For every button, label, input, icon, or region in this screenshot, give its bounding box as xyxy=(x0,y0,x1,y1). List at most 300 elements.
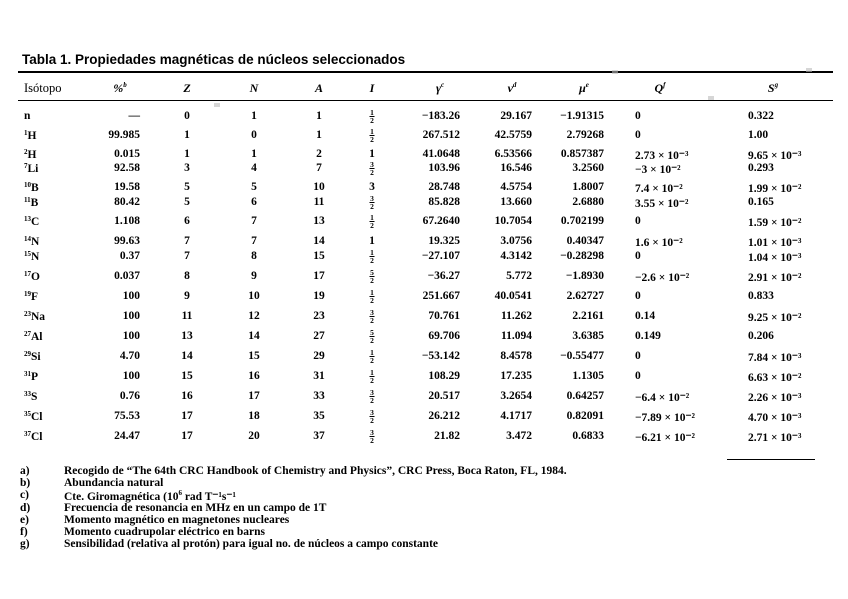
isotope-cell xyxy=(24,350,41,363)
column-header xyxy=(654,81,665,96)
s-cell: 4.70 × 10⁻³ xyxy=(748,412,802,424)
spin-fraction xyxy=(370,349,375,364)
isotope-cell xyxy=(24,250,39,263)
q-cell: 0.149 xyxy=(635,330,661,342)
isotope-mass: 33 xyxy=(24,390,31,398)
column-header-label: % xyxy=(113,81,124,95)
q-cell: 2.73 × 10⁻³ xyxy=(635,150,689,162)
n-cell: 7 xyxy=(251,215,257,227)
column-header-footnote: c xyxy=(440,81,445,89)
mu-cell: 0.6833 xyxy=(572,430,604,442)
n-cell: 7 xyxy=(251,235,257,247)
pct-cell: 0.76 xyxy=(119,390,140,402)
gamma-cell: 108.29 xyxy=(428,370,460,382)
s-cell: 0.165 xyxy=(748,196,774,208)
mu-cell: 3.6385 xyxy=(572,330,604,342)
a-cell: 33 xyxy=(313,390,325,402)
spin-fraction xyxy=(370,269,375,284)
isotope-symbol: Si xyxy=(31,351,41,363)
mu-cell: 2.79268 xyxy=(566,129,604,141)
s-cell: 2.26 × 10⁻³ xyxy=(748,392,802,404)
column-header-label: v xyxy=(507,81,513,95)
s-cell: 2.71 × 10⁻³ xyxy=(748,432,802,444)
isotope-symbol: Na xyxy=(31,311,46,323)
gamma-cell: 26.212 xyxy=(428,410,460,422)
a-cell: 19 xyxy=(313,290,325,302)
spin-denominator: 2 xyxy=(370,396,374,405)
isotope-symbol: N xyxy=(31,236,40,248)
spin-denominator: 2 xyxy=(370,221,374,230)
footnote-text: Momento cuadrupolar eléctrico en barns xyxy=(64,525,266,538)
a-cell: 15 xyxy=(313,250,325,262)
column-header xyxy=(436,81,444,96)
isotope-symbol: H xyxy=(27,149,37,161)
v-cell: 4.3142 xyxy=(500,250,532,262)
z-cell: 17 xyxy=(181,410,193,422)
mu-cell: 1.8007 xyxy=(572,181,604,193)
v-cell: 11.094 xyxy=(501,330,532,342)
mu-cell: 2.2161 xyxy=(572,310,604,322)
gamma-cell: 251.667 xyxy=(422,290,460,302)
isotope-symbol: Cl xyxy=(31,431,43,443)
pct-cell: 92.58 xyxy=(114,162,140,174)
v-cell: 17.235 xyxy=(500,370,532,382)
spin-denominator: 2 xyxy=(370,336,374,345)
isotope-cell xyxy=(24,129,36,142)
spin-fraction xyxy=(370,109,375,124)
s-cell: 9.65 × 10⁻³ xyxy=(748,150,802,162)
mu-cell: 0.857387 xyxy=(560,148,604,160)
n-cell: 1 xyxy=(251,148,257,160)
spin-fraction xyxy=(370,195,375,210)
isotope-symbol: N xyxy=(31,251,40,263)
pct-cell: 99.985 xyxy=(108,129,140,141)
z-cell: 6 xyxy=(184,215,190,227)
spin-denominator: 2 xyxy=(370,376,374,385)
spin-fraction xyxy=(370,128,375,143)
isotope-mass: 29 xyxy=(24,350,31,358)
isotope-symbol: B xyxy=(31,182,39,194)
z-cell: 1 xyxy=(184,148,190,160)
gamma-cell: 67.2640 xyxy=(422,215,460,227)
isotope-cell xyxy=(24,270,40,283)
spin-numerator: 3 xyxy=(370,408,374,417)
q-cell: 0 xyxy=(635,110,641,122)
isotope-mass: 15 xyxy=(24,250,31,258)
footnote-key: b) xyxy=(20,477,31,490)
n-cell: 17 xyxy=(248,390,260,402)
isotope-mass: 35 xyxy=(24,410,31,418)
spin-fraction xyxy=(370,161,375,176)
mu-cell: 1.1305 xyxy=(572,370,604,382)
v-cell: 3.2654 xyxy=(500,390,532,402)
scan-speck xyxy=(806,68,812,72)
column-header xyxy=(183,81,190,96)
n-cell: 15 xyxy=(248,350,260,362)
v-cell: 8.4578 xyxy=(500,350,532,362)
q-cell: 0 xyxy=(635,370,641,382)
column-header xyxy=(250,81,259,96)
q-cell: 0 xyxy=(635,350,641,362)
footnote-text: Cte. Giromagnética ($10^6$ rad T⁻¹s⁻¹ xyxy=(64,489,236,504)
mu-cell: 2.6880 xyxy=(572,196,604,208)
spin-fraction xyxy=(370,309,375,324)
spin-numerator: 1 xyxy=(370,368,374,377)
n-cell: 4 xyxy=(251,162,257,174)
s-cell: 0.833 xyxy=(748,290,774,302)
v-cell: 10.7054 xyxy=(494,215,532,227)
z-cell: 15 xyxy=(181,370,193,382)
column-header-footnote: e xyxy=(585,81,589,89)
q-cell: 0 xyxy=(635,250,641,262)
isotope-cell xyxy=(24,235,39,248)
z-cell: 5 xyxy=(184,196,190,208)
column-header xyxy=(508,81,517,96)
z-cell: 1 xyxy=(184,129,190,141)
isotope-mass: 2 xyxy=(24,148,28,156)
column-header xyxy=(579,81,589,96)
n-cell: 9 xyxy=(251,270,257,282)
z-cell: 7 xyxy=(184,235,190,247)
column-header-footnote: b xyxy=(123,81,127,89)
column-header-label: Isótopo xyxy=(24,81,62,95)
spin-cell: 3 xyxy=(369,181,375,193)
spin-denominator: 2 xyxy=(370,436,374,445)
spin-numerator: 1 xyxy=(370,248,374,257)
spin-fraction xyxy=(370,389,375,404)
isotope-symbol: n xyxy=(24,110,31,122)
v-cell: 6.53566 xyxy=(494,148,532,160)
spin-denominator: 2 xyxy=(370,296,374,305)
gamma-cell: 267.512 xyxy=(422,129,460,141)
isotope-cell xyxy=(24,390,37,403)
v-cell: 42.5759 xyxy=(494,129,532,141)
isotope-symbol: F xyxy=(31,291,39,303)
q-cell: −6.4 × 10⁻² xyxy=(635,392,690,404)
footnote-text: Sensibilidad (relativa al protón) para igual no. de núcleos a campo constante xyxy=(64,538,438,551)
spin-denominator: 2 xyxy=(370,116,374,125)
n-cell: 0 xyxy=(251,129,257,141)
spin-numerator: 5 xyxy=(370,268,374,277)
column-header-footnote: f xyxy=(663,81,666,89)
isotope-mass: 27 xyxy=(24,330,31,338)
footnote-text: Recogido de “The 64th CRC Handbook of Chemistry and Physics”, CRC Press, Boca Raton, FL, 1984. xyxy=(64,465,567,477)
gamma-cell: 28.748 xyxy=(428,181,460,193)
column-header xyxy=(315,81,323,96)
mu-cell: 0.702199 xyxy=(560,215,604,227)
spin-fraction xyxy=(370,409,375,424)
z-cell: 9 xyxy=(184,290,190,302)
mu-cell: 0.40347 xyxy=(566,235,604,247)
spin-numerator: 3 xyxy=(370,194,374,203)
spin-fraction xyxy=(370,249,375,264)
s-cell: 0.206 xyxy=(748,330,774,342)
isotope-symbol: Al xyxy=(31,331,43,343)
z-cell: 16 xyxy=(181,390,193,402)
n-cell: 18 xyxy=(248,410,260,422)
spin-denominator: 2 xyxy=(370,416,374,425)
q-cell: 0 xyxy=(635,290,641,302)
header-rule xyxy=(18,100,833,101)
q-cell: 0.14 xyxy=(635,310,656,322)
mu-cell: −0.55477 xyxy=(560,350,604,362)
footnote-key: f) xyxy=(20,525,28,538)
mu-cell: 0.82091 xyxy=(566,410,604,422)
v-cell: 3.0756 xyxy=(500,235,532,247)
a-cell: 31 xyxy=(313,370,325,382)
gamma-cell: 70.761 xyxy=(428,310,460,322)
a-cell: 17 xyxy=(313,270,325,282)
a-cell: 10 xyxy=(313,181,325,193)
isotope-symbol: B xyxy=(30,197,39,209)
spin-numerator: 3 xyxy=(370,308,374,317)
q-cell: 1.6 × 10⁻² xyxy=(635,237,683,249)
isotope-cell xyxy=(24,181,39,194)
s-cell: 1.04 × 10⁻³ xyxy=(748,252,802,264)
spin-denominator: 2 xyxy=(370,135,374,144)
scan-speck xyxy=(214,103,220,107)
v-cell: 13.660 xyxy=(500,196,532,208)
v-cell: 5.772 xyxy=(506,270,532,282)
pct-cell: 100 xyxy=(122,310,140,322)
isotope-mass: 13 xyxy=(24,215,31,223)
footnote-exponent: 6 xyxy=(178,489,182,498)
pct-cell: 0.37 xyxy=(119,250,140,262)
scan-speck xyxy=(612,70,618,74)
spin-fraction xyxy=(370,369,375,384)
isotope-mass: 7 xyxy=(24,162,28,170)
pct-cell: 0.037 xyxy=(114,270,140,282)
spin-cell: 1 xyxy=(369,148,375,160)
column-header-footnote: d xyxy=(512,81,517,89)
isotope-cell xyxy=(24,330,43,343)
footnote-key: e) xyxy=(20,513,29,526)
column-header-label: A xyxy=(314,81,324,95)
mu-cell: −0.28298 xyxy=(560,250,604,262)
column-header xyxy=(113,81,127,96)
v-cell: 3.472 xyxy=(506,430,532,442)
spin-numerator: 3 xyxy=(370,428,374,437)
v-cell: 4.1717 xyxy=(500,410,532,422)
column-header-label: γ xyxy=(435,81,441,95)
isotope-mass: 17 xyxy=(24,270,31,278)
pct-cell: 1.108 xyxy=(114,215,140,227)
isotope-cell xyxy=(24,110,30,122)
q-cell: 0 xyxy=(635,215,641,227)
isotope-mass: 11 xyxy=(24,196,31,204)
spin-numerator: 1 xyxy=(370,127,374,136)
gamma-cell: 19.325 xyxy=(428,235,460,247)
mu-cell: −1.91315 xyxy=(560,110,604,122)
pct-cell: 100 xyxy=(122,290,140,302)
v-cell: 40.0541 xyxy=(494,290,532,302)
a-cell: 11 xyxy=(313,196,325,208)
isotope-cell xyxy=(24,290,38,303)
pct-cell: 80.42 xyxy=(114,196,140,208)
scan-speck xyxy=(708,96,714,100)
spin-fraction xyxy=(370,289,375,304)
v-cell: 11.262 xyxy=(501,310,532,322)
q-cell: −3 × 10⁻² xyxy=(635,164,681,176)
column-header-label: S xyxy=(767,81,775,95)
gamma-cell: 69.706 xyxy=(428,330,460,342)
mu-cell: 3.2560 xyxy=(572,162,604,174)
spin-denominator: 2 xyxy=(370,168,374,177)
isotope-cell xyxy=(24,370,38,383)
spin-numerator: 1 xyxy=(370,348,374,357)
gamma-cell: 41.0648 xyxy=(422,148,460,160)
pct-cell: 100 xyxy=(122,330,140,342)
a-cell: 2 xyxy=(316,148,322,160)
s-cell: 9.25 × 10⁻² xyxy=(748,312,802,324)
isotope-mass: 37 xyxy=(24,430,31,438)
spin-denominator: 2 xyxy=(370,316,374,325)
isotope-symbol: H xyxy=(27,130,37,142)
a-cell: 29 xyxy=(313,350,325,362)
v-cell: 16.546 xyxy=(500,162,532,174)
v-cell: 29.167 xyxy=(500,110,532,122)
n-cell: 10 xyxy=(248,290,260,302)
z-cell: 13 xyxy=(181,330,193,342)
table-title: Tabla 1. Propiedades magnéticas de núcleos seleccionados xyxy=(22,52,406,67)
s-cell: 1.59 × 10⁻² xyxy=(748,217,802,229)
gamma-cell: 20.517 xyxy=(428,390,460,402)
pct-cell: 75.53 xyxy=(114,410,140,422)
pct-cell: 0.015 xyxy=(114,148,140,160)
mu-cell: −1.8930 xyxy=(565,270,604,282)
spin-fraction xyxy=(370,429,375,444)
isotope-cell xyxy=(24,162,38,175)
isotope-symbol: Li xyxy=(27,163,39,175)
q-cell: 7.4 × 10⁻² xyxy=(635,183,683,195)
mu-cell: 2.62727 xyxy=(566,290,604,302)
n-cell: 16 xyxy=(248,370,260,382)
z-cell: 3 xyxy=(184,162,190,174)
pct-cell: — xyxy=(128,110,140,122)
s-cell: 1.99 × 10⁻² xyxy=(748,183,802,195)
column-header-label: Z xyxy=(183,81,191,95)
s-cell: 0.293 xyxy=(748,162,774,174)
pct-cell: 4.70 xyxy=(119,350,140,362)
isotope-cell xyxy=(24,215,39,228)
a-cell: 1 xyxy=(316,129,322,141)
footnote-text: Abundancia natural xyxy=(64,477,164,490)
n-cell: 6 xyxy=(251,196,257,208)
column-header-label: Q xyxy=(654,81,664,95)
column-header xyxy=(370,81,375,96)
spin-denominator: 2 xyxy=(370,202,374,211)
q-cell: −7.89 × 10⁻² xyxy=(635,412,695,424)
column-header-footnote: g xyxy=(774,81,779,89)
isotope-mass: 14 xyxy=(24,235,31,243)
column-header xyxy=(768,81,778,96)
column-header-label: μ xyxy=(579,81,586,95)
isotope-cell xyxy=(24,148,36,161)
s-cell: 1.00 xyxy=(748,129,769,141)
z-cell: 5 xyxy=(184,181,190,193)
pct-cell: 100 xyxy=(122,370,140,382)
s-cell: 7.84 × 10⁻³ xyxy=(748,352,802,364)
a-cell: 23 xyxy=(313,310,325,322)
z-cell: 14 xyxy=(181,350,193,362)
spin-fraction xyxy=(370,329,375,344)
isotope-symbol: P xyxy=(31,371,39,383)
pct-cell: 99.63 xyxy=(114,235,140,247)
isotope-mass: 31 xyxy=(24,370,31,378)
s-cell: 2.91 × 10⁻² xyxy=(748,272,802,284)
z-cell: 17 xyxy=(181,430,193,442)
s-cell: 6.63 × 10⁻² xyxy=(748,372,802,384)
isotope-mass: 23 xyxy=(24,310,31,318)
a-cell: 1 xyxy=(316,110,322,122)
isotope-cell xyxy=(24,196,38,209)
column-header xyxy=(24,81,62,96)
spin-denominator: 2 xyxy=(370,256,374,265)
isotope-symbol: S xyxy=(31,391,38,403)
n-cell: 8 xyxy=(251,250,257,262)
s-cell: 0.322 xyxy=(748,110,774,122)
spin-numerator: 3 xyxy=(370,388,374,397)
footnote-key: c) xyxy=(20,489,29,502)
z-cell: 11 xyxy=(181,310,193,322)
n-cell: 12 xyxy=(248,310,260,322)
spin-denominator: 2 xyxy=(370,276,374,285)
pct-cell: 19.58 xyxy=(114,181,140,193)
isotope-symbol: C xyxy=(31,216,40,228)
spin-numerator: 1 xyxy=(370,288,374,297)
pct-cell: 24.47 xyxy=(114,430,140,442)
isotope-mass: 19 xyxy=(24,290,31,298)
footnote-text: Frecuencia de resonancia en MHz en un campo de 1T xyxy=(64,501,327,514)
footnote-text: Momento magnético en magnetones nucleares xyxy=(64,513,290,526)
n-cell: 5 xyxy=(251,181,257,193)
spin-numerator: 5 xyxy=(370,328,374,337)
column-header-label: I xyxy=(369,81,375,95)
q-cell: 3.55 × 10⁻² xyxy=(635,198,689,210)
isotope-symbol: O xyxy=(31,271,40,283)
spin-numerator: 3 xyxy=(370,160,374,169)
isotope-symbol: Cl xyxy=(31,411,43,423)
top-rule xyxy=(18,71,833,73)
q-cell: −2.6 × 10⁻² xyxy=(635,272,690,284)
spin-numerator: 1 xyxy=(370,213,374,222)
gamma-cell: −183.26 xyxy=(421,110,460,122)
gamma-cell: −27.107 xyxy=(421,250,460,262)
s-cell: 1.01 × 10⁻³ xyxy=(748,237,802,249)
spin-cell: 1 xyxy=(369,235,375,247)
z-cell: 8 xyxy=(184,270,190,282)
n-cell: 14 xyxy=(248,330,260,342)
gamma-cell: −53.142 xyxy=(421,350,460,362)
isotope-cell xyxy=(24,410,43,423)
a-cell: 35 xyxy=(313,410,325,422)
gamma-cell: −36.27 xyxy=(427,270,460,282)
a-cell: 14 xyxy=(313,235,325,247)
isotope-cell xyxy=(24,430,43,443)
footnote-key: d) xyxy=(20,501,31,514)
spin-numerator: 1 xyxy=(370,108,374,117)
v-cell: 4.5754 xyxy=(500,181,532,193)
a-cell: 27 xyxy=(313,330,325,342)
a-cell: 37 xyxy=(313,430,325,442)
a-cell: 7 xyxy=(316,162,322,174)
gamma-cell: 103.96 xyxy=(428,162,460,174)
n-cell: 20 xyxy=(248,430,260,442)
gamma-cell: 85.828 xyxy=(428,196,460,208)
mu-cell: 0.64257 xyxy=(566,390,604,402)
isotope-cell xyxy=(24,310,45,323)
column-header-label: N xyxy=(249,81,259,95)
